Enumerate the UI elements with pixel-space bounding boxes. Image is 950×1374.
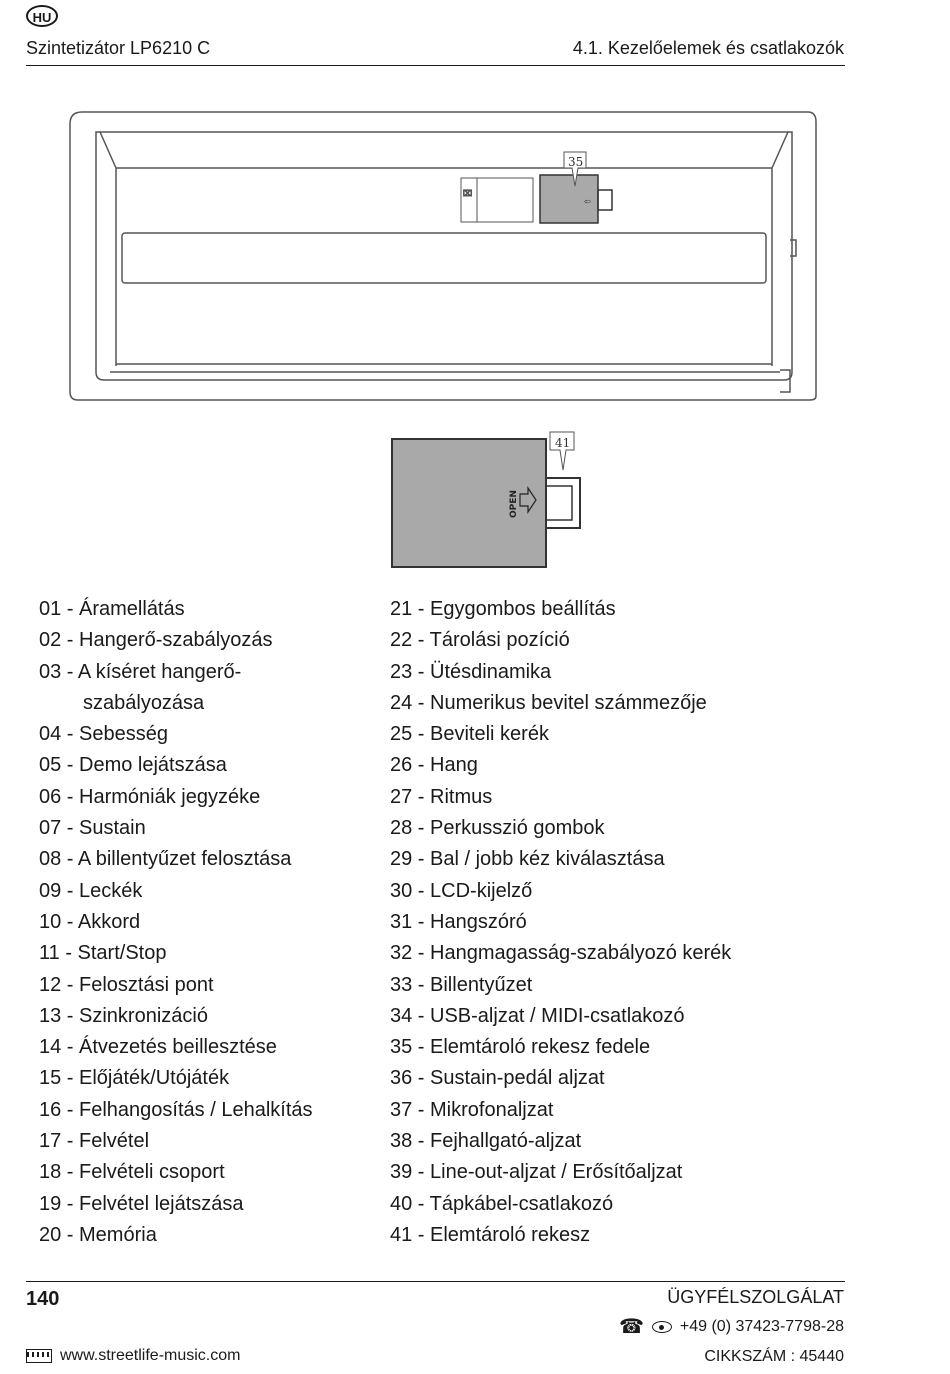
svg-text:OPEN: OPEN	[509, 490, 519, 518]
list-item: 12 - Felosztási pont	[39, 973, 214, 996]
battery-compartment-detail	[392, 439, 580, 567]
header-product-title: Szintetizátor LP6210 C	[26, 38, 211, 58]
phone-icon: ☎	[618, 1316, 644, 1338]
list-item: 36 - Sustain-pedál aljzat	[390, 1067, 605, 1090]
svg-text:41: 41	[555, 436, 571, 450]
list-item: 16 - Felhangosítás / Lehalkítás	[39, 1098, 313, 1121]
callout-41	[550, 432, 574, 470]
list-item: 26 - Hang	[390, 754, 478, 777]
list-item: 08 - A billentyűzet felosztása	[39, 848, 292, 871]
website-row	[26, 1347, 240, 1365]
contact-icon	[652, 1321, 672, 1333]
list-item: 21 - Egygombos beállítás	[390, 598, 616, 620]
list-item: 20 - Memória	[39, 1223, 157, 1246]
list-item: 24 - Numerikus bevitel számmezője	[390, 691, 707, 714]
list-item: 09 - Leckék	[39, 879, 143, 902]
list-item: 33 - Billentyűzet	[390, 973, 533, 996]
customer-service-title: ÜGYFÉLSZOLGÁLAT	[667, 1287, 844, 1307]
list-item: 18 - Felvételi csoport	[39, 1161, 225, 1184]
list-item: 05 - Demo lejátszása	[39, 754, 227, 777]
list-item: 01 - Áramellátás	[39, 598, 185, 620]
service-phone-number: +49 (0) 37423-7798-28	[679, 1318, 844, 1335]
list-item: 17 - Felvétel	[39, 1130, 150, 1153]
list-item: 13 - Szinkronizáció	[39, 1004, 208, 1027]
list-item: 23 - Ütésdinamika	[390, 660, 552, 683]
list-item: 28 - Perkusszió gombok	[390, 817, 605, 840]
list-item: 14 - Átvezetés beillesztése	[39, 1036, 277, 1059]
list-item: szabályozása	[83, 691, 205, 714]
header-section-title: 4.1. Kezelőelemek és csatlakozók	[572, 38, 844, 58]
list-item: 39 - Line-out-aljzat / Erősítőaljzat	[390, 1161, 683, 1184]
list-item: 38 - Fejhallgató-aljzat	[390, 1130, 582, 1153]
svg-text:⌧: ⌧	[463, 189, 473, 198]
list-item: 32 - Hangmagasság-szabályozó kerék	[390, 942, 732, 965]
list-item: 22 - Tárolási pozíció	[390, 629, 570, 652]
keyboard-bottom-diagram	[0, 0, 950, 580]
list-item: 29 - Bal / jobb kéz kiválasztása	[390, 848, 665, 871]
article-number: CIKKSZÁM : 45440	[704, 1348, 844, 1365]
keyboard-case-outline	[70, 112, 816, 400]
list-item: 15 - Előjáték/Utójáték	[39, 1067, 230, 1090]
list-item: 04 - Sebesség	[39, 723, 168, 746]
svg-text:35: 35	[568, 155, 584, 169]
list-item: 35 - Elemtároló rekesz fedele	[390, 1036, 651, 1059]
list-item: 03 - A kíséret hangerő-	[39, 660, 242, 683]
list-item: 19 - Felvétel lejátszása	[39, 1192, 244, 1215]
list-item: 37 - Mikrofonaljzat	[390, 1098, 554, 1121]
keyboard-icon	[26, 1349, 52, 1363]
list-item: 27 - Ritmus	[390, 785, 493, 808]
controls-list-right	[390, 595, 731, 1252]
list-item: 06 - Harmóniák jegyzéke	[39, 785, 261, 808]
list-item: 11 - Start/Stop	[39, 942, 167, 965]
list-item: 25 - Beviteli kerék	[390, 723, 549, 746]
footer-divider	[26, 1281, 845, 1282]
list-item: 30 - LCD-kijelző	[390, 879, 533, 902]
list-item: 40 - Tápkábel-csatlakozó	[390, 1192, 614, 1215]
list-item: 10 - Akkord	[39, 910, 141, 933]
page-number: 140	[26, 1288, 60, 1310]
list-item: 31 - Hangszóró	[390, 910, 527, 933]
svg-text:⇦: ⇦	[584, 197, 591, 206]
list-item: 34 - USB-aljzat / MIDI-csatlakozó	[390, 1004, 685, 1027]
rating-label-plate	[461, 178, 533, 222]
list-item: 02 - Hangerő-szabályozás	[39, 629, 273, 652]
list-item: 07 - Sustain	[39, 817, 146, 840]
website-link[interactable]: www.streetlife-music.com	[60, 1347, 241, 1364]
service-phone-row	[619, 1318, 844, 1336]
list-item: 41 - Elemtároló rekesz	[390, 1223, 591, 1246]
language-badge: HU	[26, 5, 58, 27]
controls-list-left	[39, 595, 313, 1252]
